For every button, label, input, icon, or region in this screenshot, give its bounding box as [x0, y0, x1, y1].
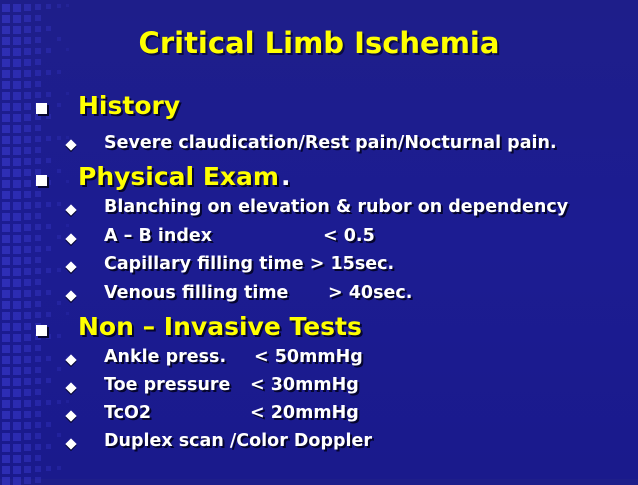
decorative-square — [35, 290, 41, 296]
decorative-square — [2, 191, 10, 199]
decorative-square — [35, 389, 41, 395]
decorative-square — [46, 290, 51, 295]
decorative-square — [2, 257, 10, 265]
decorative-square — [57, 235, 61, 239]
decorative-square — [24, 191, 31, 198]
decorative-square — [66, 180, 69, 183]
decorative-square — [2, 312, 10, 320]
decorative-square — [2, 92, 10, 100]
decorative-square — [35, 213, 41, 219]
decorative-square — [57, 466, 61, 470]
section-heading-non-invasive-tests — [78, 312, 362, 341]
decorative-square — [46, 356, 51, 361]
decorative-square — [57, 136, 61, 140]
decorative-square — [35, 301, 41, 307]
decorative-square — [66, 224, 69, 227]
decorative-square — [57, 334, 61, 338]
decorative-square — [2, 279, 10, 287]
decorative-square — [13, 312, 21, 320]
decorative-square — [57, 433, 61, 437]
decorative-square — [24, 356, 31, 363]
decorative-square — [2, 147, 10, 155]
decorative-square — [13, 92, 21, 100]
decorative-square — [24, 268, 31, 275]
decorative-square — [24, 180, 31, 187]
decorative-square — [13, 389, 21, 397]
decorative-square — [13, 180, 21, 188]
square-bullet-icon — [36, 325, 47, 336]
decorative-square — [2, 422, 10, 430]
decorative-square — [35, 422, 41, 428]
decorative-square — [13, 367, 21, 375]
list-item — [104, 375, 359, 395]
decorative-square — [2, 444, 10, 452]
decorative-square — [13, 235, 21, 243]
decorative-square — [2, 400, 10, 408]
decorative-square — [2, 477, 10, 485]
heading-text: Non – Invasive Tests — [78, 312, 362, 341]
decorative-square — [57, 268, 61, 272]
list-item — [104, 226, 375, 246]
decorative-square — [35, 400, 41, 406]
square-bullet-icon — [36, 175, 47, 186]
square-bullet-icon — [36, 103, 47, 114]
decorative-square — [2, 268, 10, 276]
decorative-square — [13, 257, 21, 265]
decorative-square — [46, 158, 51, 163]
decorative-square — [46, 224, 51, 229]
heading-text: Physical Exam — [78, 162, 279, 191]
decorative-square — [2, 334, 10, 342]
item-label: TcO2 — [104, 403, 152, 423]
decorative-square — [13, 301, 21, 309]
item-label: Ankle press. — [104, 347, 227, 367]
decorative-square — [24, 147, 31, 154]
decorative-square — [24, 202, 31, 209]
decorative-square — [2, 70, 10, 78]
decorative-square — [35, 356, 41, 362]
decorative-square — [24, 378, 31, 385]
decorative-square — [35, 411, 41, 417]
decorative-square — [35, 246, 41, 252]
decorative-square — [13, 70, 21, 78]
decorative-square — [57, 70, 61, 74]
decorative-square — [35, 136, 41, 142]
decorative-square — [66, 4, 69, 7]
decorative-square-strip — [0, 0, 76, 479]
decorative-square — [2, 180, 10, 188]
decorative-square — [35, 312, 41, 318]
decorative-square — [24, 290, 31, 297]
decorative-square — [13, 158, 21, 166]
decorative-square — [13, 422, 21, 430]
decorative-square — [2, 213, 10, 221]
decorative-square — [24, 136, 31, 143]
decorative-square — [35, 466, 41, 472]
decorative-square — [13, 169, 21, 177]
decorative-square — [57, 400, 61, 404]
decorative-square — [24, 444, 31, 451]
decorative-square — [13, 125, 21, 133]
decorative-square — [35, 158, 41, 164]
decorative-square — [24, 125, 31, 132]
decorative-square — [35, 257, 41, 263]
decorative-square — [46, 466, 51, 471]
decorative-square — [57, 103, 61, 107]
decorative-square — [35, 235, 41, 241]
decorative-square — [46, 268, 51, 273]
decorative-square — [24, 15, 31, 22]
decorative-square — [35, 147, 41, 153]
decorative-square — [13, 444, 21, 452]
decorative-square — [2, 290, 10, 298]
list-item — [104, 133, 557, 153]
decorative-square — [2, 224, 10, 232]
decorative-square — [24, 114, 31, 121]
decorative-square — [13, 103, 21, 111]
decorative-square — [46, 136, 51, 141]
list-item — [104, 347, 363, 367]
decorative-square — [2, 4, 10, 12]
decorative-square — [24, 4, 31, 11]
decorative-square — [2, 158, 10, 166]
decorative-square — [46, 378, 51, 383]
list-item — [104, 254, 394, 274]
decorative-square — [24, 213, 31, 220]
item-text: Duplex scan /Color Doppler — [104, 431, 373, 451]
decorative-square — [2, 81, 10, 89]
decorative-square — [24, 400, 31, 407]
decorative-square — [13, 136, 21, 144]
item-value: < 30mmHg — [250, 375, 359, 395]
heading-text: History — [78, 91, 181, 120]
decorative-square — [13, 246, 21, 254]
decorative-square — [24, 312, 31, 319]
decorative-square — [2, 301, 10, 309]
decorative-square — [66, 92, 69, 95]
decorative-square — [24, 279, 31, 286]
decorative-square — [2, 433, 10, 441]
decorative-square — [46, 444, 51, 449]
item-text: Capillary filling time > 15sec. — [104, 254, 395, 274]
decorative-square — [24, 334, 31, 341]
list-item — [104, 283, 413, 303]
decorative-square — [35, 202, 41, 208]
item-value: < 0.5 — [323, 226, 375, 246]
decorative-square — [13, 15, 21, 23]
decorative-square — [24, 323, 31, 330]
slide-title: Critical Limb Ischemia — [138, 26, 500, 60]
decorative-square — [24, 257, 31, 264]
item-value: < 20mmHg — [250, 403, 359, 423]
decorative-square — [35, 477, 41, 483]
decorative-square — [2, 202, 10, 210]
decorative-square — [24, 103, 31, 110]
decorative-square — [2, 15, 10, 23]
decorative-square — [13, 224, 21, 232]
decorative-square — [2, 169, 10, 177]
heading-suffix: . — [280, 162, 291, 191]
decorative-square — [24, 246, 31, 253]
decorative-square — [35, 92, 41, 98]
decorative-square — [2, 345, 10, 353]
decorative-square — [46, 114, 51, 119]
decorative-square — [24, 455, 31, 462]
decorative-square — [24, 411, 31, 418]
item-label: Venous filling time — [104, 283, 289, 303]
item-label: Toe pressure — [104, 375, 231, 395]
decorative-square — [35, 268, 41, 274]
decorative-square — [35, 224, 41, 230]
decorative-square — [2, 466, 10, 474]
decorative-square — [2, 323, 10, 331]
decorative-square — [35, 125, 41, 131]
decorative-square — [24, 59, 31, 66]
list-item — [104, 403, 359, 423]
decorative-square — [2, 367, 10, 375]
decorative-square — [13, 202, 21, 210]
decorative-square — [13, 378, 21, 386]
item-text: Severe claudication/Rest pain/Nocturnal pain. — [104, 133, 557, 153]
decorative-square — [35, 378, 41, 384]
section-heading-history — [78, 91, 180, 120]
decorative-square — [46, 4, 51, 9]
decorative-square — [24, 92, 31, 99]
decorative-square — [57, 301, 61, 305]
decorative-square — [35, 345, 41, 351]
decorative-square — [35, 191, 41, 197]
decorative-square — [13, 466, 21, 474]
section-heading-physical-exam — [78, 162, 290, 191]
item-label: A – B index — [104, 226, 213, 246]
decorative-square — [24, 367, 31, 374]
item-value: < 50mmHg — [254, 347, 363, 367]
decorative-square — [24, 389, 31, 396]
list-item — [104, 431, 372, 451]
decorative-square — [13, 334, 21, 342]
decorative-square — [24, 422, 31, 429]
list-item — [104, 197, 568, 217]
decorative-square — [24, 345, 31, 352]
decorative-square — [2, 356, 10, 364]
decorative-square — [66, 136, 69, 139]
item-value: > 40sec. — [328, 283, 413, 303]
decorative-square — [46, 92, 51, 97]
decorative-square — [66, 312, 69, 315]
decorative-square — [13, 290, 21, 298]
item-text: Blanching on elevation & rubor on dependency — [104, 197, 569, 217]
decorative-square — [24, 158, 31, 165]
decorative-square — [2, 59, 10, 67]
decorative-square — [13, 147, 21, 155]
decorative-square — [24, 169, 31, 176]
decorative-square — [13, 4, 21, 12]
decorative-square — [2, 389, 10, 397]
decorative-square — [13, 356, 21, 364]
decorative-square — [35, 279, 41, 285]
decorative-square — [13, 191, 21, 199]
decorative-square — [24, 81, 31, 88]
decorative-square — [13, 81, 21, 89]
decorative-square — [2, 455, 10, 463]
decorative-square — [35, 15, 41, 21]
decorative-square — [2, 411, 10, 419]
decorative-square — [13, 59, 21, 67]
decorative-square — [13, 400, 21, 408]
decorative-square — [13, 323, 21, 331]
decorative-square — [13, 433, 21, 441]
decorative-square — [46, 70, 51, 75]
decorative-square — [57, 169, 61, 173]
decorative-square — [46, 422, 51, 427]
decorative-square — [57, 367, 61, 371]
decorative-square — [57, 4, 61, 8]
decorative-square — [24, 477, 31, 484]
decorative-square — [13, 477, 21, 485]
decorative-square — [24, 235, 31, 242]
decorative-square — [35, 455, 41, 461]
decorative-square — [35, 4, 41, 10]
decorative-square — [24, 466, 31, 473]
decorative-square — [13, 345, 21, 353]
decorative-square — [2, 136, 10, 144]
decorative-square — [2, 246, 10, 254]
decorative-square — [2, 378, 10, 386]
decorative-square — [24, 70, 31, 77]
decorative-square — [46, 202, 51, 207]
decorative-square — [13, 114, 21, 122]
decorative-square — [35, 367, 41, 373]
decorative-square — [35, 81, 41, 87]
decorative-square — [57, 202, 61, 206]
decorative-square — [13, 455, 21, 463]
decorative-square — [24, 433, 31, 440]
decorative-square — [66, 400, 69, 403]
decorative-square — [35, 444, 41, 450]
decorative-square — [46, 312, 51, 317]
decorative-square — [35, 433, 41, 439]
decorative-square — [46, 246, 51, 251]
decorative-square — [13, 411, 21, 419]
decorative-square — [2, 235, 10, 243]
decorative-square — [35, 70, 41, 76]
decorative-square — [24, 301, 31, 308]
decorative-square — [46, 400, 51, 405]
decorative-square — [35, 114, 41, 120]
decorative-square — [13, 213, 21, 221]
decorative-square — [2, 125, 10, 133]
decorative-square — [13, 268, 21, 276]
decorative-square — [2, 114, 10, 122]
decorative-square — [2, 103, 10, 111]
decorative-square — [13, 279, 21, 287]
decorative-square — [24, 224, 31, 231]
